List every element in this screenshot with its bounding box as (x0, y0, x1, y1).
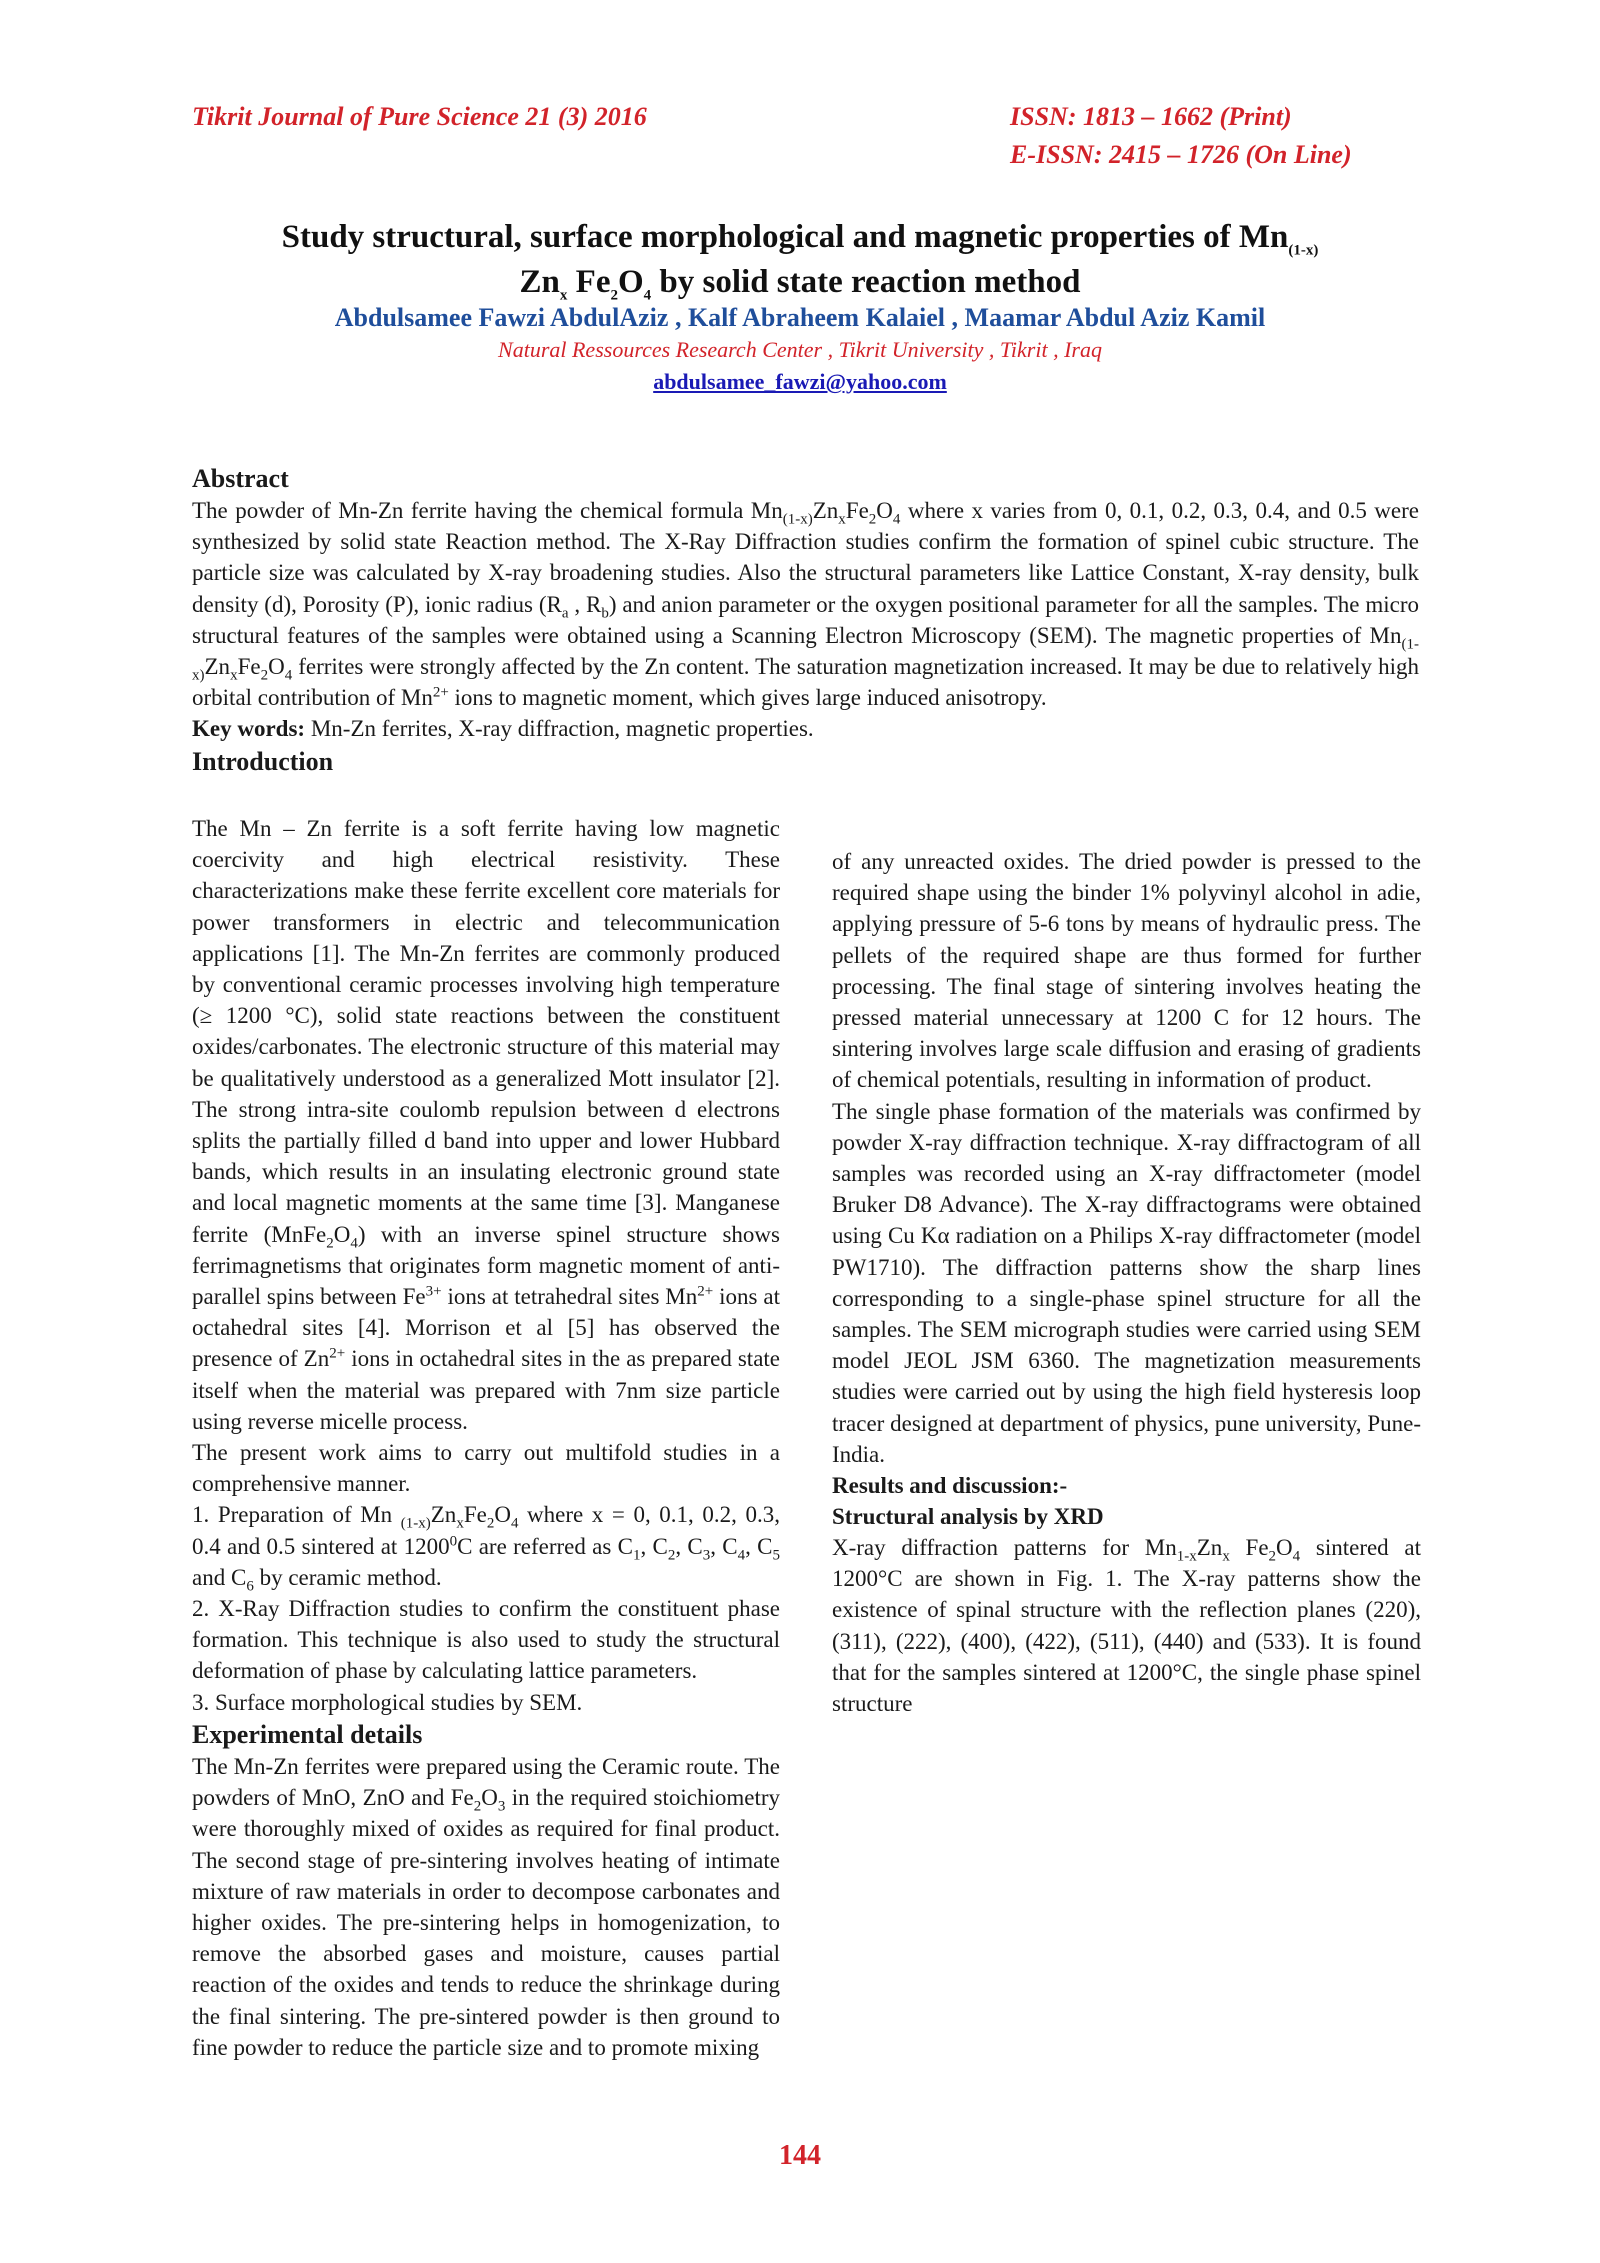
abstract-text: The powder of Mn-Zn ferrite having the chemical formula $Mn_{(1-x)}Zn_xFe_2O_4$ where x varies from 0, 0.1, 0.2, 0.3, 0.4, and 0.5 were synthesized by solid state Reaction method. The X-Ray Diffraction studies confirm the formation of spinel cubic structure. The particle size was calculated by X-ray broadening studies. Also the structural parameters like Lattice Constant, X-ray density, bulk density (d), Porosity (P), ionic radius ($R_a$ , $R_b$) and anion parameter or the oxygen positional parameter for all the samples. The micro structural features of the samples were obtained using a Scanning Electron Microscopy (SEM). The magnetic properties of $Mn_{(1-x)}Zn_xFe_2O_4$ ferrites were strongly affected by the Zn content. The saturation magnetization increased. It may be due to relatively high orbital contribution of $Mn^{2+}$ ions to magnetic moment, which gives large induced anisotropy. (192, 498, 1420, 711)
experimental-paragraph-1-continued: of any unreacted oxides. The dried powder is pressed to the required shape using the binder 1% polyvinyl alcohol in adie, applying pressure of 5-6 tons by means of hydraulic press. The pellets of the required shape are thus formed for further processing. The final stage of sintering involves heating the pressed material unnecessary at 1200 (832, 849, 1421, 1031)
experimental-heading: Experimental details (192, 1719, 423, 1749)
experimental-paragraph-3: The single phase formation of the materials was confirmed by powder X-ray diffraction technique. X-ray diffractogram of all samples was recorded using an X-ray diffractometer (model Bruker D8 Advance). The X-ray diffractograms were obtained using Cu Kα radiation on a Philips X-ray diffractometer (model PW1710). The diffraction patterns show the sharp lines corresponding to a single-phase spinel structure for all the samples. The SEM micrograph studies were carried using SEM model JEOL JSM 6360. The magnetization measurements studies were carried out by using the high field hysteresis loop tracer designed at department of physics, pune university, Pune-India. (832, 1098, 1421, 1467)
issn-print: ISSN: 1813 – 1662 (Print) (1010, 102, 1292, 131)
title-line-2: $Zn_x$ $Fe_2O_4$ by solid state reaction method (519, 264, 1081, 304)
right-column (832, 846, 1421, 1719)
author-email[interactable]: abdulsamee_fawzi@yahoo.com (653, 369, 947, 394)
intro-list-item-3: 3. Surface morphological studies by SEM. (192, 1689, 583, 1715)
intro-list-item-2: 2. X-Ray Diffraction studies to confirm the constituent phase formation. This technique is also used to study the structural deformation of phase by calculating lattice parameters. (192, 1596, 780, 1684)
results-paragraph-1: X-ray diffraction patterns for $Mn_{1-x}Zn_x$ $Fe_2O_4$ sintered at 1200°C are shown in Fig. 1. The X-ray patterns show the existence of spinal structure with the reflection planes (220), (311), (222), (400), (422), (511), (440) and (533). It is found that for the samples sintered at 1200°C, the single phase spinel structure (832, 1535, 1421, 1717)
results-heading: Results and discussion:- (832, 1473, 1068, 1499)
experimental-paragraph-2: of any unreacted oxides. The dried powder is pressed to the required shape using the binder 1% polyvinyl alcohol in adie, applying pressure of 5-6 tons by means of hydraulic press. The pellets of the required shape are thus formed for further processing. The final stage of sintering involves heating the pressed material unnecessary at 1200 C for 12 hours. The sintering involves large scale diffusion and erasing of gradients of chemical potentials, resulting in information of product. (832, 849, 1421, 1093)
title-line-1: Study structural, surface morphological and magnetic properties of $Mn_{(1-x)}$ (281, 219, 1319, 259)
affiliation: Natural Ressources Research Center , Tikrit University , Tikrit , Iraq (498, 337, 1102, 362)
intro-paragraph-2: The present work aims to carry out multifold studies in a comprehensive manner. (192, 1440, 780, 1497)
intro-paragraph-1: The Mn – Zn ferrite is a soft ferrite having low magnetic coercivity and high electrical resistivity. These characterizations make these ferrite excellent core materials for power transformers in electric and telecommunication applications [1]. The Mn-Zn ferrites are commonly produced by conventional ceramic processes involving high temperature (≥ 1200 °C), solid state reactions between the constituent oxides/carbonates. The electronic structure of this material may be qualitatively understood as a generalized Mott insulator [2]. The strong intra-site coulomb repulsion between d electrons splits the partially filled d band into upper and lower Hubbard bands, which results in an insulating electronic ground state and local magnetic moments at the same time [3]. Manganese ferrite $(MnFe_2O_4)$ with an inverse spinel structure shows ferrimagnetisms that originates form magnetic moment of anti-parallel spins between $Fe^{3+}$ ions at tetrahedral sites $Mn^{2+}$ ions at octahedral sites [4]. Morrison et al [5] has observed the presence of $Zn^{2+}$ ions in octahedral sites in the as prepared state itself when the material was prepared with 7nm size particle using reverse micelle process. (192, 816, 780, 1434)
page-number: 144 (779, 2140, 821, 2171)
xrd-subheading: Structural analysis by XRD (832, 1504, 1104, 1530)
abstract-heading: Abstract (192, 464, 289, 493)
left-column (192, 813, 780, 2063)
keywords: Key words: Mn-Zn ferrites, X-ray diffraction, magnetic properties. (192, 716, 814, 742)
experimental-paragraph-1-start: The Mn-Zn ferrites were prepared using the Ceramic route. The powders of MnO, ZnO and $Fe_2O_3$ in the required stoichiometry were thoroughly mixed of oxides as required for final product. The second stage of pre-sintering involves heating of intimate mixture of raw materials in order to decompose carbonates and higher oxides. The pre-sintering helps in homogenization, to remove the absorbed gases and moisture, causes partial reaction of the oxides and tends to reduce the shrinkage during the final sintering. The pre-sintered powder is then ground to fine powder to reduce the particle size and to promote mixing (192, 1753, 780, 2060)
introduction-heading: Introduction (192, 746, 334, 776)
author-list: Abdulsamee Fawzi AbdulAziz , Kalf Abraheem Kalaiel , Maamar Abdul Aziz Kamil (334, 303, 1266, 332)
paper-title (170, 215, 1430, 305)
issn-header (1010, 98, 1352, 174)
issn-online: E-ISSN: 2415 – 1726 (On Line) (1010, 140, 1352, 169)
journal-header: Tikrit Journal of Pure Science 21 (3) 2016 (192, 102, 647, 131)
intro-list-item-1: 1. Preparation of Mn $_{(1-x)}Zn_xFe_2O_4$ where x = 0, 0.1, 0.2, 0.3, 0.4 and 0.5 sintered at 1200$^0$C are referred as $C_1$, $C_2$, $C_3$, $C_4$, $C_5$ and $C_6$ by ceramic method. (192, 1502, 781, 1595)
abstract-section (192, 462, 1419, 778)
